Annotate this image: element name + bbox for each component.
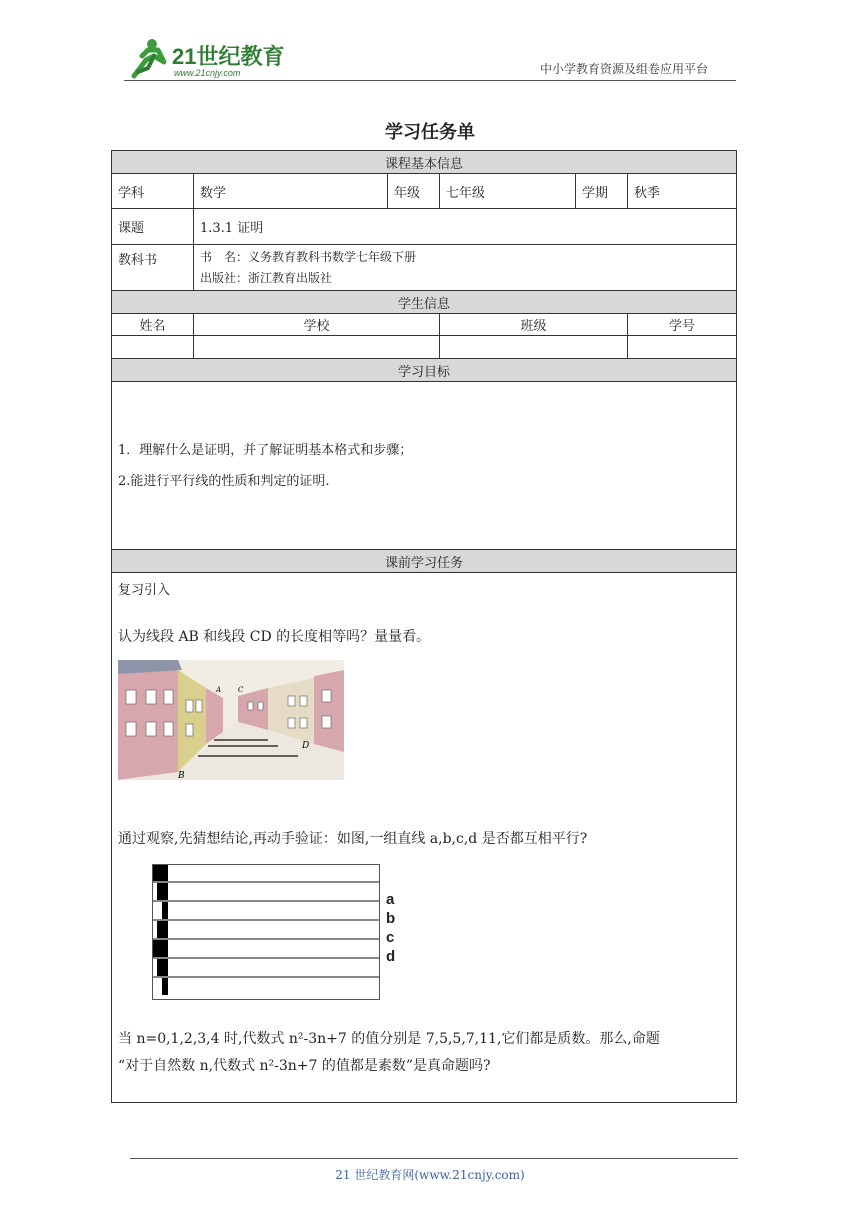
subject-label: 学科 — [112, 174, 194, 209]
term-label: 学期 — [576, 174, 628, 209]
task-table — [111, 150, 737, 1103]
topic-value: 1.3.1 证明 — [194, 209, 737, 245]
header-platform-text: 中小学教育资源及组卷应用平台 — [540, 62, 709, 76]
label-d: D — [302, 741, 310, 751]
student-id-cell[interactable] — [628, 336, 737, 359]
student-school-header: 学校 — [194, 314, 440, 336]
section-basic-info: 课程基本信息 — [112, 151, 737, 174]
textbook-label: 教科书 — [112, 245, 194, 291]
logo-url: www.21cnjy.com — [174, 68, 241, 78]
review-heading: 复习引入 — [118, 583, 171, 598]
label-c: C — [238, 686, 244, 694]
footer-text: 21 世纪教育网(www.21cnjy.com) — [335, 1168, 525, 1182]
section-student-info: 学生信息 — [112, 291, 737, 314]
line-labels — [386, 890, 395, 966]
page-title: 学习任务单 — [385, 122, 475, 143]
logo-text: 21世纪教育 — [172, 44, 285, 69]
student-id-header: 学号 — [628, 314, 737, 336]
line-label-b: b — [386, 910, 396, 927]
question-2: 通过观察,先猜想结论,再动手验证：如图,一组直线 a,b,c,d 是否都互相平行? — [118, 831, 588, 847]
goal-item: 2.能进行平行线的性质和判定的证明. — [118, 473, 330, 489]
section-goals: 学习目标 — [112, 359, 737, 382]
student-name-header: 姓名 — [112, 314, 194, 336]
topic-label: 课题 — [112, 209, 194, 245]
header-divider — [124, 80, 736, 81]
textbook-publisher: 出版社：浙江教育出版社 — [200, 270, 333, 285]
line-label-d: d — [386, 948, 396, 965]
line-label-a: a — [386, 891, 395, 908]
goals-cell — [112, 382, 737, 550]
subject-value: 数学 — [194, 174, 388, 209]
site-logo — [124, 36, 294, 80]
student-name-cell[interactable] — [112, 336, 194, 359]
student-school-cell[interactable] — [194, 336, 440, 359]
student-class-header: 班级 — [440, 314, 628, 336]
section-pre-tasks: 课前学习任务 — [112, 550, 737, 573]
cafe-wall-illusion-image — [152, 864, 404, 1000]
term-value: 秋季 — [628, 174, 737, 209]
label-a: A — [216, 686, 222, 694]
question-3-line-2: “对于自然数 n,代数式 n²-3n+7 的值都是素数”是真命题吗? — [118, 1058, 491, 1074]
question-3-line-1: 当 n=0,1,2,3,4 时,代数式 n²-3n+7 的值分别是 7,5,5,7,11,它们都是质数。那么,命题 — [118, 1031, 660, 1047]
footer-divider — [130, 1158, 738, 1159]
label-b: B — [178, 771, 185, 780]
grade-label: 年级 — [388, 174, 440, 209]
goal-item: 1．理解什么是证明，并了解证明基本格式和步骤； — [118, 442, 413, 458]
grade-value: 七年级 — [440, 174, 576, 209]
question-3 — [118, 1026, 730, 1080]
textbook-name: 书 名：义务教育教科书数学七年级下册 — [200, 249, 417, 264]
question-1: 认为线段 AB 和线段 CD 的长度相等吗？量量看。 — [118, 629, 431, 645]
student-class-cell[interactable] — [440, 336, 628, 359]
pre-tasks-cell — [112, 573, 737, 1103]
line-label-c: c — [386, 929, 395, 946]
textbook-info — [194, 245, 737, 291]
street-illusion-image — [118, 660, 344, 780]
